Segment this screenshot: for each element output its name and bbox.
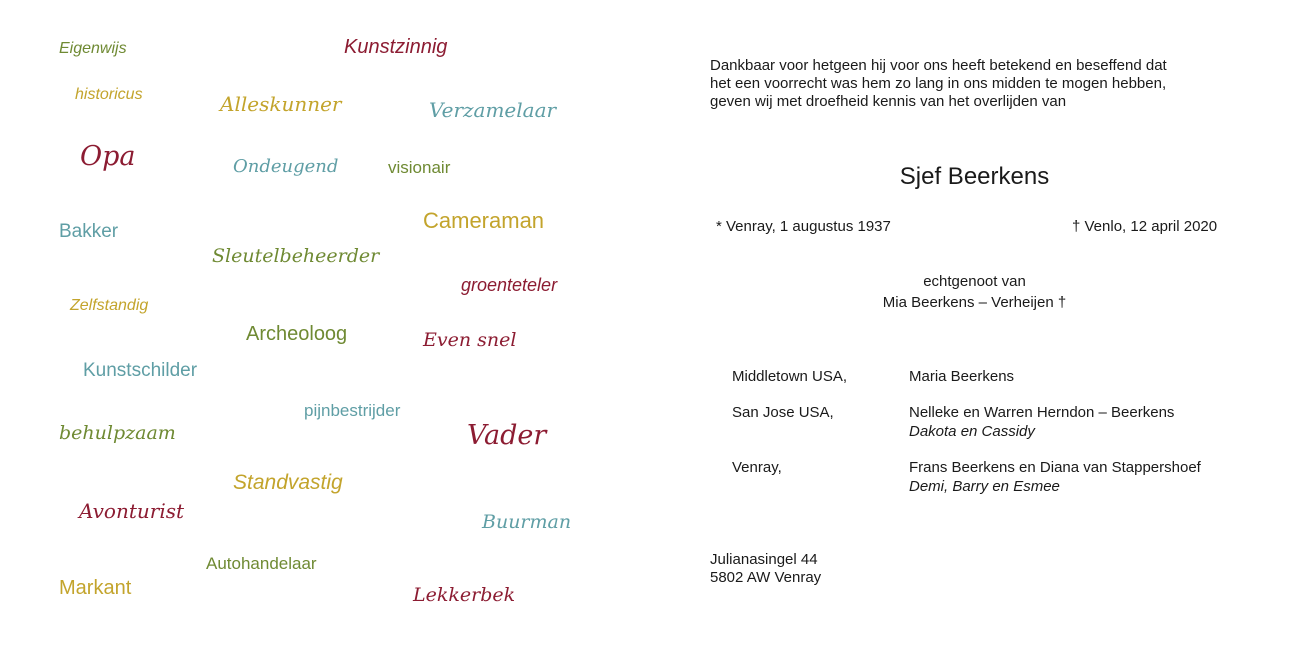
family-place: Middletown USA, [732, 368, 848, 385]
birth-info: * Venray, 1 augustus 1937 [716, 218, 891, 235]
word-historicus: historicus [75, 86, 143, 103]
family-names: Nelleke en Warren Herndon – Beerkens [909, 404, 1175, 421]
word-even-snel: Even snel [423, 329, 517, 351]
word-sleutelbeheerder: Sleutelbeheerder [212, 245, 380, 267]
word-archeoloog: Archeoloog [246, 323, 348, 345]
family-place: Venray, [732, 459, 782, 476]
deceased-name: Sjef Beerkens [899, 163, 1050, 190]
address [710, 551, 821, 587]
family-grandchildren: Demi, Barry en Esmee [909, 478, 1060, 495]
death-info: † Venlo, 12 april 2020 [1072, 218, 1218, 235]
intro-line: Dankbaar voor hetgeen hij voor ons heeft betekend en beseffend dat [710, 57, 1167, 74]
address-line: Julianasingel 44 [710, 551, 818, 568]
word-avonturist: Avonturist [79, 499, 185, 523]
address-line: 5802 AW Venray [710, 569, 822, 586]
word-ondeugend: Ondeugend [233, 156, 339, 177]
intro-line: het een voorrecht was hem zo lang in ons midden te mogen hebben, [710, 75, 1167, 92]
word-bakker: Bakker [59, 221, 119, 242]
word-standvastig: Standvastig [233, 471, 343, 494]
family-place: San Jose USA, [732, 404, 834, 421]
family-grandchildren: Dakota en Cassidy [909, 423, 1035, 440]
word-opa: Opa [80, 141, 136, 172]
word-vader: Vader [467, 420, 547, 451]
family-names: Maria Beerkens [909, 368, 1015, 385]
word-cameraman: Cameraman [423, 208, 545, 233]
word-markant: Markant [59, 577, 132, 599]
word-kunstzinnig: Kunstzinnig [344, 36, 448, 58]
spouse-name: Mia Beerkens – Verheijen † [882, 294, 1067, 311]
word-groenteteler: groenteteler [461, 275, 558, 295]
word-verzamelaar: Verzamelaar [429, 98, 557, 122]
word-kunstschilder: Kunstschilder [83, 360, 198, 381]
family-names: Frans Beerkens en Diana van Stappershoef [909, 459, 1201, 476]
word-pijnbestrijder: pijnbestrijder [304, 401, 401, 420]
intro-text [710, 57, 1270, 111]
word-buurman: Buurman [482, 511, 572, 533]
word-lekkerbek: Lekkerbek [413, 584, 516, 606]
word-eigenwijs: Eigenwijs [59, 40, 127, 57]
word-alleskunner: Alleskunner [220, 92, 342, 116]
word-behulpzaam: behulpzaam [59, 422, 176, 444]
intro-line: geven wij met droefheid kennis van het overlijden van [710, 93, 1067, 110]
word-visionair: visionair [388, 158, 451, 177]
word-autohandelaar: Autohandelaar [206, 554, 317, 573]
spouse-label: echtgenoot van [923, 273, 1026, 290]
word-zelfstandig: Zelfstandig [70, 297, 149, 314]
announcement [650, 0, 1299, 650]
